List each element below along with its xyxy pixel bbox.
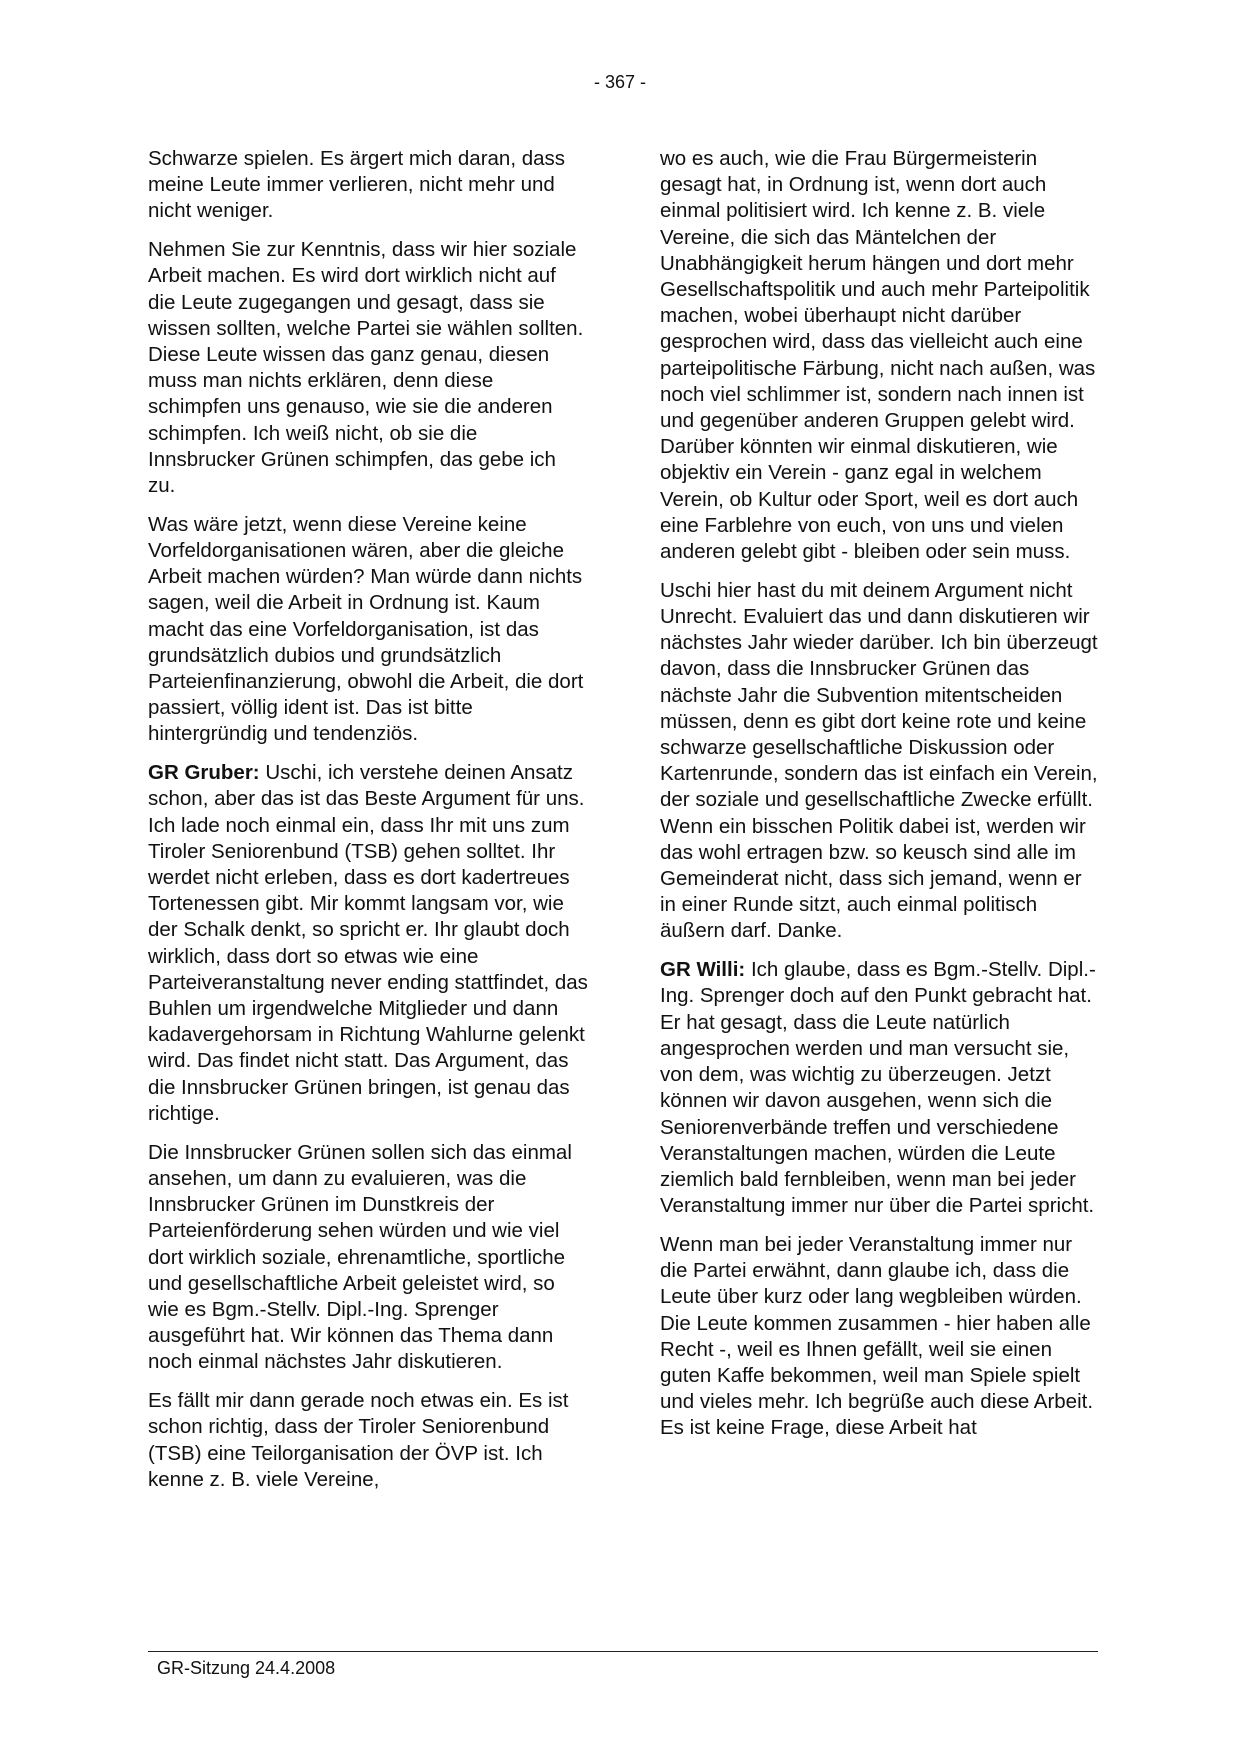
paragraph (148, 237, 588, 499)
paragraph (660, 1232, 1100, 1442)
paragraph-text: Was wäre jetzt, wenn diese Vereine keine Vorfeldorganisationen wären, aber die gleiche Arbeit machen würden? Man würde dann nichts sagen, weil die Arbeit in Ordnung ist. Kaum macht das eine Vorfeldorganisation, ist das grundsätzlich dubios und grundsätzlich Parteienfinanzierung, obwohl die Arbeit, die dort passiert, völlig ident ist. Das ist bitte hintergründig und tendenziös. (148, 512, 584, 746)
paragraph-text: Uschi hier hast du mit deinem Argument nicht Unrecht. Evaluiert das und dann diskutieren wir nächstes Jahr wieder darüber. Ich bin überzeugt davon, dass die Innsbrucker Grünen das nächste Jahr die Subvention mitentscheiden müssen, denn es gibt dort keine rote und keine schwarze gesellschaftliche Diskussion oder Kartenrunde, sondern das ist einfach ein Verein, der soziale und gesellschaftliche Zwecke erfüllt. Wenn ein bisschen Politik dabei ist, werden wir das wohl ertragen bzw. so keusch sind alle im Gemeinderat nicht, dass sich jemand, wenn er in einer Runde sitzt, auch einmal politisch äußern darf. Danke. (660, 578, 1098, 943)
paragraph (148, 512, 588, 748)
page-number: - 367 - (593, 72, 647, 92)
paragraph-text: Ich glaube, dass es Bgm.-Stellv. Dipl.-Ing. Sprenger doch auf den Punkt gebracht hat. Er hat gesagt, dass die Leute natürlich angesprochen werden und man versucht sie, von dem, was wichtig zu überzeugen. Jetzt können wir davon ausgehen, wenn sich die Seniorenverbände treffen und verschiedene Veranstaltungen machen, würden die Leute ziemlich bald fernbleiben, wenn man bei jeder Veranstaltung immer nur über die Partei spricht. (660, 958, 1096, 1218)
paragraph-text: Nehmen Sie zur Kenntnis, dass wir hier soziale Arbeit machen. Es wird dort wirklich nicht auf die Leute zugegangen und gesagt, dass sie wissen sollten, welche Partei sie wählen sollten. Diese Leute wissen das ganz genau, diesen muss man nichts erklären, denn diese schimpfen uns genauso, wie sie die anderen schimpfen. Ich weiß nicht, ob sie die Innsbrucker Grünen schimpfen, das gebe ich zu. (148, 238, 584, 498)
paragraph (148, 1140, 588, 1376)
speaker-name: GR Willi: (660, 958, 746, 982)
paragraph-text: Uschi, ich verstehe deinen Ansatz schon, aber das ist das Beste Argument für uns. Ich lade noch einmal ein, dass Ihr mit uns zum Tiroler Seniorenbund (TSB) gehen solltet. Ihr werdet nicht erleben, dass es dort kadertreues Tortenessen gibt. Mir kommt langsam vor, wie der Schalk denkt, so spricht er. Ihr glaubt doch wirklich, dass dort so etwas wie eine Parteiveranstaltung never ending stattfindet, das Buhlen um irgendwelche Mitglieder und dann kadavergehorsam in Richtung Wahlurne gelenkt wird. Das findet nicht statt. Das Argument, das die Innsbrucker Grünen bringen, ist genau das richtige. (148, 761, 588, 1125)
paragraph-text: Es fällt mir dann gerade noch etwas ein. Es ist schon richtig, dass der Tiroler Seniorenbund (TSB) eine Teilorganisation der ÖVP ist. Ich kenne z. B. viele Vereine, (148, 1389, 569, 1491)
paragraph (660, 146, 1100, 565)
paragraph-text: Schwarze spielen. Es ärgert mich daran, dass meine Leute immer verlieren, nicht mehr und nicht weniger. (148, 147, 566, 223)
paragraph-text: wo es auch, wie die Frau Bürgermeisterin gesagt hat, in Ordnung ist, wenn dort auch einmal politisiert wird. Ich kenne z. B. viele Vereine, die sich das Mäntelchen der Unabhängigkeit herum hängen und dort mehr Gesellschaftspolitik und auch mehr Parteipolitik machen, wobei überhaupt nicht darüber gesprochen wird, dass das vielleicht auch eine parteipolitische Färbung, nicht nach außen, was noch viel schlimmer ist, sondern nach innen ist und gegenüber anderen Gruppen gelebt wird. Darüber könnten wir einmal diskutieren, wie objektiv ein Verein - ganz egal in welchem Verein, ob Kultur oder Sport, weil es dort auch eine Farblehre von euch, von uns und vielen anderen gelebt gibt - bleiben oder sein muss. (660, 147, 1096, 564)
speaker-name: GR Gruber: (148, 761, 260, 785)
right-column (660, 146, 1100, 1442)
paragraph (660, 957, 1100, 1219)
paragraph-text: Wenn man bei jeder Veranstaltung immer nur die Partei erwähnt, dann glaube ich, dass die Leute über kurz oder lang wegbleiben würden. Die Leute kommen zusammen - hier haben alle Recht -, weil es Ihnen gefällt, weil sie einen guten Kaffe bekommen, weil man Spiele spielt und vieles mehr. Ich begrüße auch diese Arbeit. Es ist keine Frage, diese Arbeit hat (660, 1232, 1094, 1440)
footer-session-date: GR-Sitzung 24.4.2008 (157, 1658, 336, 1678)
paragraph (148, 760, 588, 1127)
left-column (148, 146, 588, 1493)
paragraph (148, 146, 588, 225)
paragraph (148, 1388, 588, 1493)
paragraph (660, 578, 1100, 945)
footer-divider (148, 1651, 1098, 1652)
paragraph-text: Die Innsbrucker Grünen sollen sich das einmal ansehen, um dann zu evaluieren, was die Innsbrucker Grünen im Dunstkreis der Parteienförderung sehen würden und wie viel dort wirklich soziale, ehrenamtliche, sportliche und gesellschaftliche Arbeit geleistet wird, so wie es Bgm.-Stellv. Dipl.-Ing. Sprenger ausgeführt hat. Wir können das Thema dann noch einmal nächstes Jahr diskutieren. (148, 1140, 572, 1374)
